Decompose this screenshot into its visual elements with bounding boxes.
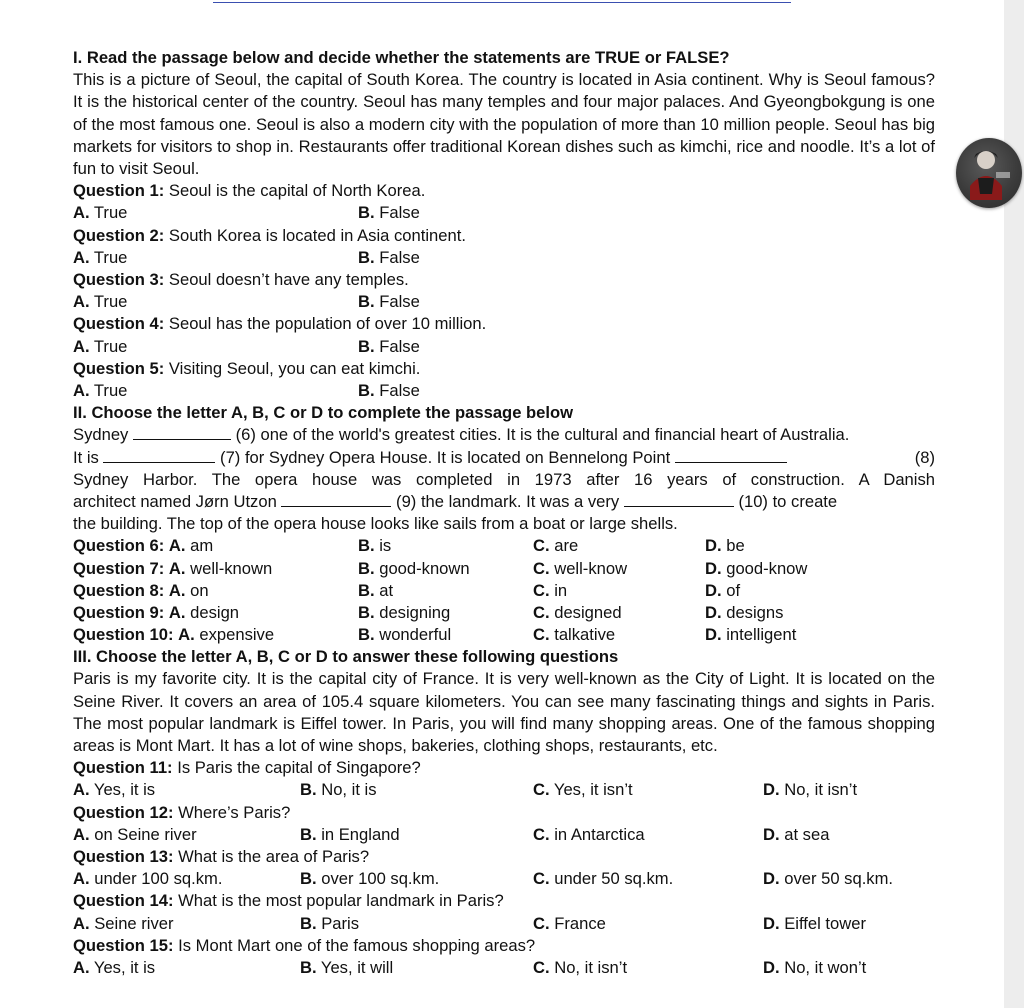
blank-8 [675,447,787,463]
part3-question-11: Question 11: Is Paris the capital of Singapore? A. Yes, it is B. No, it is C. Yes, it isn’t D. No, it isn’t [73,758,858,800]
user-avatar[interactable] [956,138,1022,208]
part1-question-3 [73,269,935,313]
part3-heading: III. Choose the letter A, B, C or D to answer these following questions [73,647,619,667]
part3-question-12: Question 12: Where’s Paris? A. on Seine river B. in England C. in Antarctica D. at sea [73,802,830,844]
option-a: A. True [73,292,128,312]
blank-6 [133,424,231,440]
question-text: Seoul is the capital of North Korea. [164,181,426,201]
option-b: B. False [358,203,420,223]
option-a: A. True [73,380,128,400]
part3-passage: Paris is my favorite city. It is the capital city of France. It is very well-known as the City of Light. It is located on the Seine River. It covers an area of 105.4 square kilometers. You can see many fascinating things and sights in Paris. The most popular landmark is Eiffel tower. In Paris, you will find many shopping areas. One of the famous shopping areas is Mont Mart. It has a lot of wine shops, bakeries, clothing shops, restaurants, etc. [73,669,935,756]
part2-question-6: Question 6: A. am B. is C. are D. be [73,536,745,556]
worksheet-content [73,47,935,979]
option-a: A. True [73,247,128,267]
blank-10 [624,491,734,507]
part1-question-1 [73,180,935,224]
part3-question-15: Question 15: Is Mont Mart one of the famous shopping areas? A. Yes, it is B. Yes, it will C. No, it isn’t D. No, it won’t [73,935,867,978]
part2-question-9: Question 9: A. design B. designing C. designed D. designs [73,602,784,622]
part2-question-10: Question 10: A. expensive B. wonderful C. talkative D. intelligent [73,625,797,645]
question-text: Visiting Seoul, you can eat kimchi. [164,358,421,378]
header-rule [213,2,791,3]
question-label: Question 2: [73,225,165,245]
question-text: South Korea is located in Asia continent. [164,225,466,245]
option-b: B. False [358,292,420,312]
part2-passage: Sydney (6) one of the world's greatest cities. It is the cultural and financial heart of Australia. It is (7) for Sydney Opera House. It is located on Bennelong Point (8) Sydney Harbor. The opera house was completed in 1973 after 16 years of construction. A Danish architect named Jørn Utzon (9) the landmark. It was a very (10) to create the building. The top of the opera house looks like sails from a boat or large shells. [73,425,935,534]
part1-question-5 [73,358,935,402]
option-b: B. False [358,247,420,267]
question-label: Question 3: [73,270,165,289]
option-a: A. True [73,203,128,223]
blank-9 [281,491,391,507]
question-text: Seoul has the population of over 10 million. [164,314,487,334]
option-b: B. False [358,336,420,356]
question-label: Question 5: [73,358,165,378]
part1-passage: This is a picture of Seoul, the capital of South Korea. The country is located in Asia continent. Why is Seoul famous? It is the historical center of the country. Seoul has many temples and four major palaces. And Gyeongbokgung is one of the most famous one. Seoul is also a modern city with the population of more than 10 million people. Seoul has big markets for visitors to shop in. Restaurants offer traditional Korean dishes such as kimchi, rice and noodle. It’s a lot of fun to visit Seoul. [73,70,935,179]
part1-question-4 [73,313,935,357]
part2-question-8: Question 8: A. on B. at C. in D. of [73,580,741,600]
option-b: B. False [358,380,420,400]
part3-question-13: Question 13: What is the area of Paris? A. under 100 sq.km. B. over 100 sq.km. C. under 50 sq.km. D. over 50 sq.km. [73,847,894,889]
option-a: A. True [73,336,128,356]
part2-heading: II. Choose the letter A, B, C or D to complete the passage below [73,403,574,423]
question-label: Question 1: [73,181,165,201]
avatar-figure-icon [956,138,1022,208]
part3-question-14: Question 14: What is the most popular landmark in Paris? A. Seine river B. Paris C. France D. Eiffel tower [73,891,866,933]
part2-question-7: Question 7: A. well-known B. good-known C. well-know D. good-know [73,558,808,578]
blank-7 [103,447,215,463]
question-text: Seoul doesn’t have any temples. [164,270,409,289]
question-label: Question 4: [73,314,165,334]
part1-question-2 [73,225,935,269]
part1-heading: I. Read the passage below and decide whether the statements are TRUE or FALSE? [73,48,730,67]
